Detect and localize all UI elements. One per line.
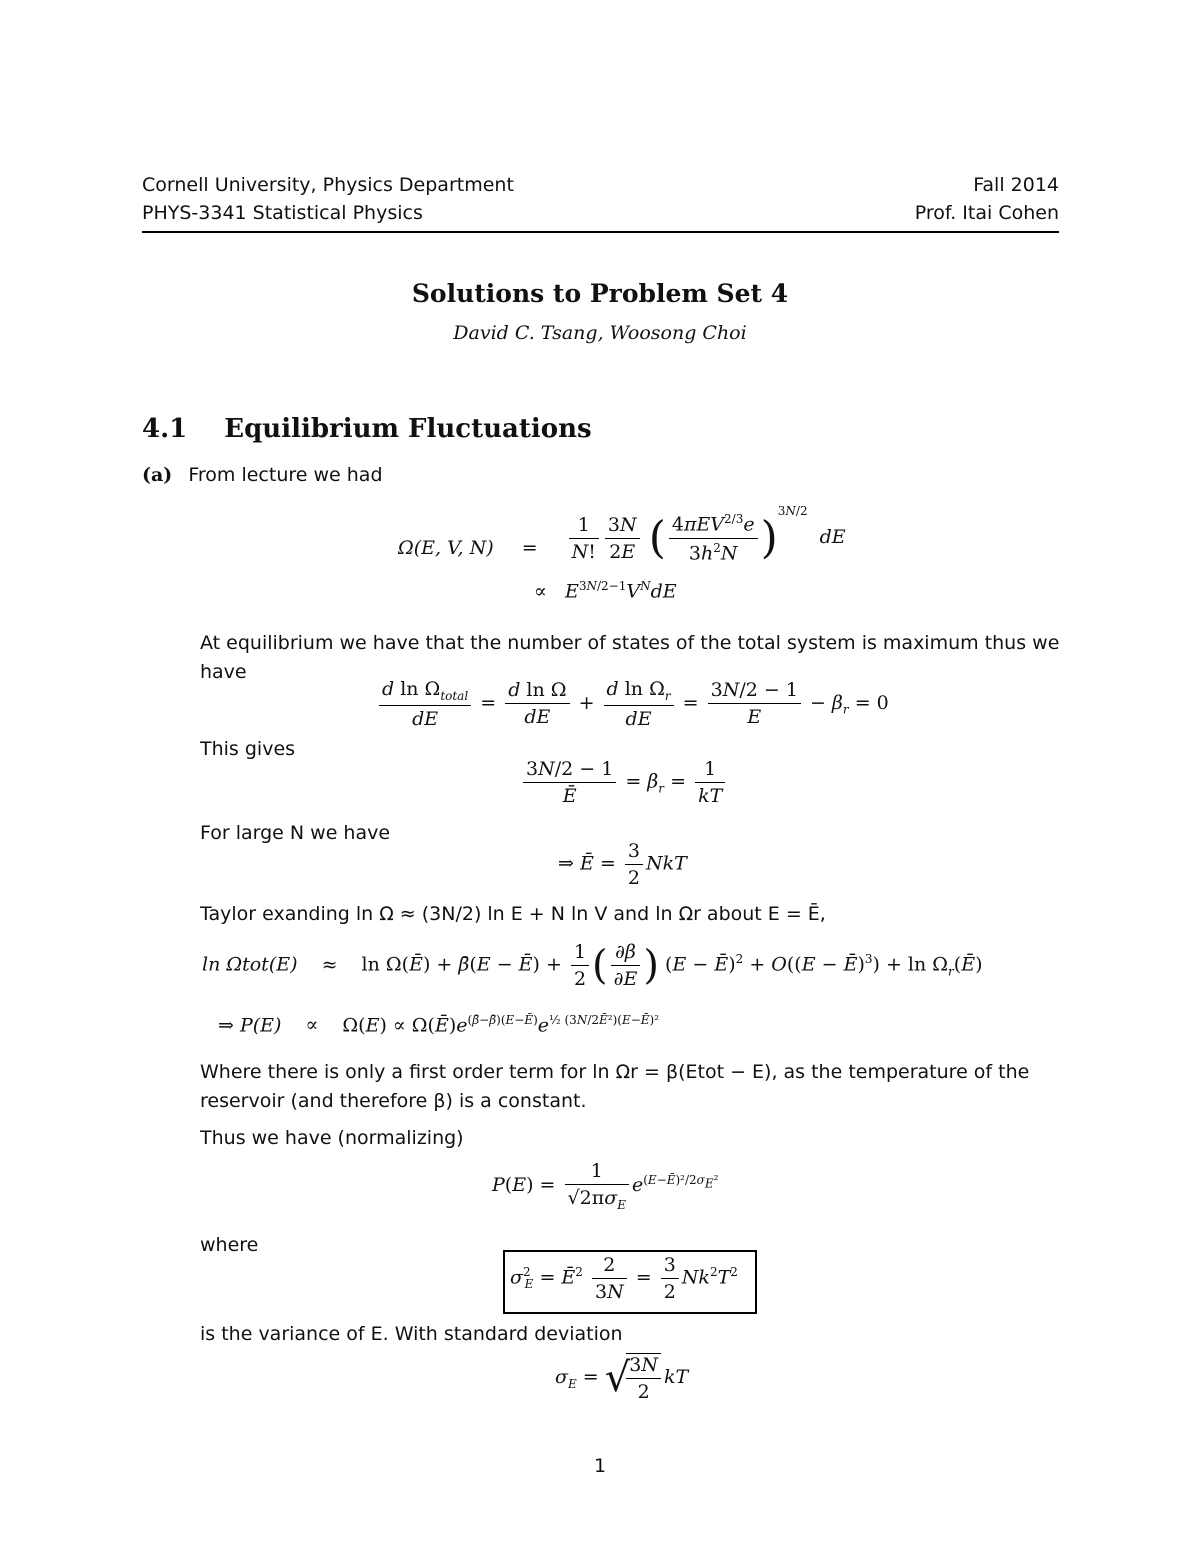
page-title: Solutions to Problem Set 4 bbox=[411, 279, 789, 308]
part-a-label: (a) bbox=[142, 464, 173, 486]
equation-derivative: $\frac{d \ln \Omega_{total}}{dE}$ = $\frac{\text{d ln Ω}}{dE}$ + $\frac{d \ln \Omega_r}{dE}$ = $\frac{3N/2 - 1}{E}$ − $\beta_r = 0$ bbox=[376, 678, 889, 730]
section-heading bbox=[142, 414, 592, 444]
part-a-intro bbox=[142, 464, 383, 486]
equation-beta: $\frac{3N/2 - 1}{Ē}$ = $\beta_r$ = $\frac{1}{kT}$ bbox=[520, 758, 728, 807]
paragraph-taylor: Taylor exanding ln Ω ≈ (3N/2) ln E + N ln V and ln Ωr about E = Ē, bbox=[200, 903, 826, 925]
equation-mean-energy: ⇒ Ē = $\frac{3}{2}$ NkT bbox=[558, 840, 687, 889]
equation-probability-proportional: ⇒ $P(E) \propto \Omega(E) \propto \Omega(Ē)e^{(\betā-\betā)(E-Ē)}e^{\frac{1}{2} (3N/2Ē^2)(E-Ē)^2}$ bbox=[218, 1013, 660, 1037]
header-institution: Cornell University, Physics Department bbox=[142, 174, 514, 196]
header-term: Fall 2014 bbox=[973, 174, 1059, 196]
equation-taylor: ln Ωtot(E) ≈ ln Ω(Ē) + β̄(E − Ē) + $\frac{1}{2}$ ( $\frac{\partial\beta}{\partial E}$ ) (E − Ē)$^2$ + O((E − Ē)$^3$) + $\ln \Omega_r(Ē)$ bbox=[202, 941, 983, 990]
equation-std-dev: $\sigma_E$ = √ $\frac{3N}{2}$ kT bbox=[555, 1354, 689, 1403]
header-rule bbox=[142, 231, 1059, 233]
equation-proportional: ∝ $E^{3N/2-1}V^NdE$ bbox=[534, 579, 677, 603]
P-lhs: ⇒ P(E) bbox=[218, 1014, 282, 1037]
equation-omega: Ω(E, V, N) = $\frac{1}{N!}$ $\frac{3N}{2E}$ ( $\frac{4\pi EV^{2/3}e}{3h^2N}$ )$^{3N/2}$ dE bbox=[398, 504, 846, 564]
authors: David C. Tsang, Woosong Choi bbox=[453, 322, 747, 344]
paragraph-gives: This gives bbox=[200, 738, 296, 760]
section-number: 4.1 bbox=[142, 414, 188, 444]
paragraph-variance: is the variance of E. With standard deviation bbox=[200, 1323, 623, 1345]
header-course: PHYS-3341 Statistical Physics bbox=[142, 202, 423, 224]
equation-variance: $\sigma^2_E$ = $Ē^2$ $\frac{2}{3N}$ = $\frac{3}{2}$ $Nk^2T^2$ bbox=[510, 1254, 738, 1303]
part-a-intro-text: From lecture we had bbox=[188, 464, 383, 486]
paragraph-large-n: For large N we have bbox=[200, 822, 391, 844]
paragraph-thus: Thus we have (normalizing) bbox=[200, 1127, 464, 1149]
page-number: 1 bbox=[593, 1455, 607, 1477]
paragraph-first-order: Where there is only a first order term for ln Ωr = β(Etot − E), as the temperature of the reservoir (and therefore β) is a constant. bbox=[200, 1061, 1030, 1112]
paragraph-equilibrium: At equilibrium we have that the number of states of the total system is maximum thus we have bbox=[200, 632, 1060, 683]
lnP-lhs: ln Ωtot(E) bbox=[202, 953, 298, 976]
section-title: Equilibrium Fluctuations bbox=[224, 414, 592, 444]
omega-lhs: Ω(E, V, N) bbox=[398, 537, 494, 559]
paragraph-where: where bbox=[200, 1234, 259, 1256]
header-professor: Prof. Itai Cohen bbox=[914, 202, 1059, 224]
equation-normalized: P(E) = $\frac{1}{√2\pi\sigma_E}$ $e^{(E-Ē)^2/2\sigma_E^2}$ bbox=[492, 1160, 719, 1212]
